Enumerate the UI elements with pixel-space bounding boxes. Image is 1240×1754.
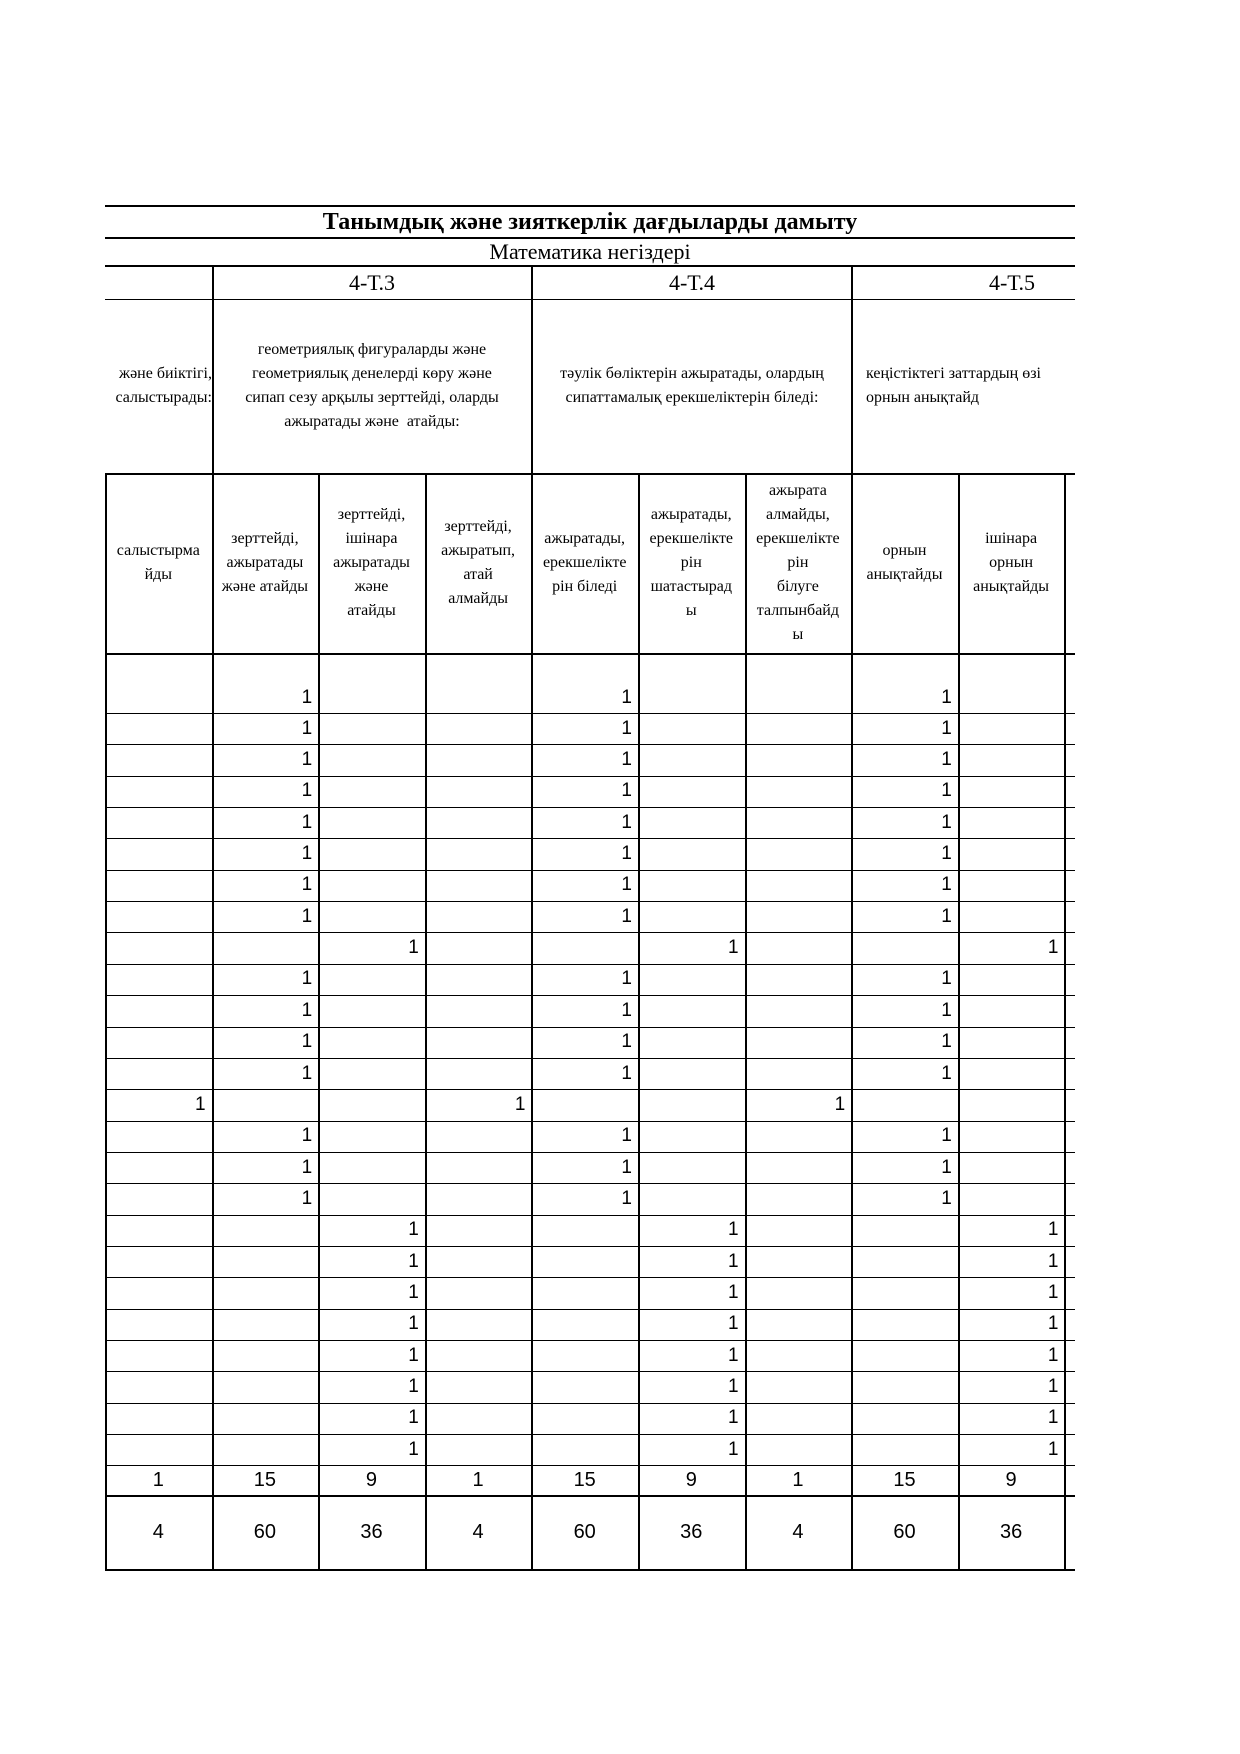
table-cell: 1 (408, 1281, 419, 1303)
table-cell: 1 (941, 780, 952, 802)
table-cell: 1 (1047, 937, 1059, 959)
table-cell: 1 (834, 1093, 846, 1115)
grid-line-row (105, 1434, 1075, 1435)
table-cell: 1 (301, 1156, 313, 1178)
table-cell: 1 (941, 874, 952, 896)
table-cell: 1 (408, 937, 419, 959)
table-cell: 1 (301, 686, 313, 708)
grid-line-row (105, 932, 1075, 933)
table-cell: 1 (621, 811, 632, 833)
grid-line-percent-bottom (105, 1569, 1075, 1571)
table-cell: 1 (941, 905, 952, 927)
column-header-5: ажыратады, ерекшелікте рін біледі (542, 530, 627, 595)
table-cell: 1 (301, 905, 313, 927)
table-cell: 1 (408, 1250, 419, 1272)
table-cell: 1 (728, 1407, 739, 1429)
column-header-8: орнын анықтайды (866, 542, 943, 583)
section-desc-4-t3: геометриялық фигураларды және геометриялық денелерді көру және сипап сезу арқылы зерттейді, оларды ажыратады және атайды: (245, 341, 499, 430)
table-cell: 1 (621, 749, 632, 771)
table-cell: 1 (621, 874, 632, 896)
grid-line-column (1064, 473, 1066, 1569)
percent-cell: 60 (573, 1520, 596, 1543)
table-cell: 1 (941, 1187, 952, 1209)
table-cell: 1 (408, 1376, 419, 1398)
table-cell: 1 (301, 811, 313, 833)
table-cell: 1 (728, 1344, 739, 1366)
table-cell: 1 (1047, 1313, 1059, 1335)
grid-line-column (105, 473, 107, 1569)
table-cell: 1 (621, 999, 632, 1021)
section-code-4-t4: 4-Т.4 (668, 270, 716, 295)
table-cell: 1 (408, 1344, 419, 1366)
table-cell: 1 (1047, 1407, 1059, 1429)
grid-line-top (105, 205, 1075, 207)
table-cell: 1 (301, 749, 313, 771)
grid-line-section (212, 265, 214, 473)
percent-cell: 60 (893, 1520, 916, 1543)
section-code-4-t5: 4-Т.5 (988, 270, 1036, 295)
section-code-4-t3: 4-Т.3 (348, 270, 396, 295)
grid-line-subtitle-bottom (105, 265, 1075, 267)
percent-cell: 60 (253, 1520, 277, 1543)
table-cell: 1 (1047, 1219, 1059, 1241)
grid-line-section (531, 265, 533, 473)
table-cell: 1 (195, 1093, 206, 1115)
grid-line-row (105, 1215, 1075, 1216)
total-cell: 9 (1005, 1468, 1017, 1491)
table-cell: 1 (301, 874, 313, 896)
percent-cell: 4 (792, 1520, 804, 1543)
table-cell: 1 (408, 1407, 419, 1429)
section-desc-partial: және биіктігі, салыстырады: (115, 365, 212, 406)
column-header-1: салыстырма йды (116, 542, 200, 583)
section-desc-4-t5: кеңістіктегі заттардың өзі орнын анықтайд (866, 365, 1041, 406)
column-header-9: ішінара орнын анықтайды (973, 530, 1050, 595)
table-cell: 1 (301, 843, 313, 865)
table-cell: 1 (621, 1156, 632, 1178)
total-cell: 15 (573, 1468, 596, 1491)
table-cell: 1 (301, 1031, 313, 1053)
column-header-3: зерттейді, ішінара ажыратады және атайды (333, 506, 410, 619)
table-cell: 1 (728, 1281, 739, 1303)
table-cell: 1 (408, 1313, 419, 1335)
table-cell: 1 (728, 1376, 739, 1398)
table-cell: 1 (621, 1062, 632, 1084)
section-desc-4-t4: тәулік бөліктерін ажыратады, олардың сипаттамалық ерекшеліктерін біледі: (560, 365, 824, 406)
percent-cell: 36 (680, 1520, 703, 1543)
grid-line-row (105, 1089, 1075, 1090)
total-cell: 1 (472, 1468, 484, 1491)
table-cell: 1 (621, 717, 632, 739)
table-cell: 1 (941, 1156, 952, 1178)
table-cell: 1 (301, 968, 313, 990)
page-title: Танымдық және зияткерлік дағдыларды дамыту (322, 208, 858, 235)
table-cell: 1 (941, 686, 952, 708)
table-cell: 1 (621, 905, 632, 927)
total-cell: 1 (152, 1468, 164, 1491)
table-cell: 1 (941, 1062, 952, 1084)
table-cell: 1 (728, 1219, 739, 1241)
grid-line-row (105, 1340, 1075, 1341)
table-cell: 1 (728, 1250, 739, 1272)
table-cell: 1 (941, 968, 952, 990)
table-cell: 1 (941, 1125, 952, 1147)
total-cell: 1 (792, 1468, 804, 1491)
table-cell: 1 (301, 1187, 313, 1209)
grid-line-row (105, 1403, 1075, 1404)
table-cell: 1 (621, 780, 632, 802)
percent-cell: 36 (360, 1520, 383, 1543)
table-cell: 1 (301, 780, 313, 802)
table-cell: 1 (621, 843, 632, 865)
grid-line-row (105, 1309, 1075, 1310)
assessment-sheet (105, 205, 1075, 1585)
total-cell: 9 (685, 1468, 697, 1491)
table-cell: 1 (1047, 1438, 1059, 1460)
percent-cell: 36 (999, 1520, 1023, 1543)
table-cell: 1 (728, 937, 739, 959)
grid-line-code-bottom (105, 299, 1075, 300)
table-cell: 1 (941, 811, 952, 833)
table-cell: 1 (301, 1125, 313, 1147)
total-cell: 9 (365, 1468, 378, 1491)
table-cell: 1 (408, 1219, 419, 1241)
table-cell: 1 (408, 1438, 419, 1460)
table-cell: 1 (941, 999, 952, 1021)
table-cell: 1 (301, 1062, 313, 1084)
table-cell: 1 (941, 717, 952, 739)
table-cell: 1 (1047, 1376, 1059, 1398)
column-header-7: ажырата алмайды, ерекшелікте рін білуге талпынбайд ы (756, 482, 840, 643)
table-cell: 1 (301, 717, 313, 739)
table-cell: 1 (1047, 1250, 1059, 1272)
table-cell: 1 (621, 1187, 632, 1209)
page-subtitle: Математика негіздері (489, 239, 691, 264)
table-cell: 1 (514, 1093, 526, 1115)
percent-cell: 4 (152, 1520, 164, 1543)
grid-line-column (425, 473, 427, 1569)
total-cell: 15 (893, 1468, 916, 1491)
table-cell: 1 (941, 749, 952, 771)
table-cell: 1 (621, 968, 632, 990)
grid-line-section (851, 265, 853, 473)
table-cell: 1 (1047, 1281, 1059, 1303)
table-cell: 1 (941, 1031, 952, 1053)
table-cell: 1 (621, 686, 632, 708)
grid-line-colhead-bottom (105, 653, 1075, 655)
total-cell: 15 (253, 1468, 277, 1491)
grid-line-row (105, 1246, 1075, 1247)
grid-line-column (745, 473, 747, 1569)
table-cell: 1 (621, 1031, 632, 1053)
table-cell: 1 (1047, 1344, 1059, 1366)
percent-cell: 4 (472, 1520, 484, 1543)
table-cell: 1 (621, 1125, 632, 1147)
grid-line-row (105, 1277, 1075, 1278)
table-cell: 1 (941, 843, 952, 865)
grid-line-row (105, 1371, 1075, 1372)
column-header-6: ажыратады, ерекшелікте рін шатастырад ы (649, 506, 734, 619)
table-cell: 1 (728, 1313, 739, 1335)
table-cell: 1 (728, 1438, 739, 1460)
grid-line-title-bottom (105, 237, 1075, 239)
column-header-4: зерттейді, ажыратып, атай алмайды (441, 518, 516, 607)
column-header-2: зерттейді, ажыратады және атайды (221, 530, 309, 595)
table-cell: 1 (301, 999, 313, 1021)
